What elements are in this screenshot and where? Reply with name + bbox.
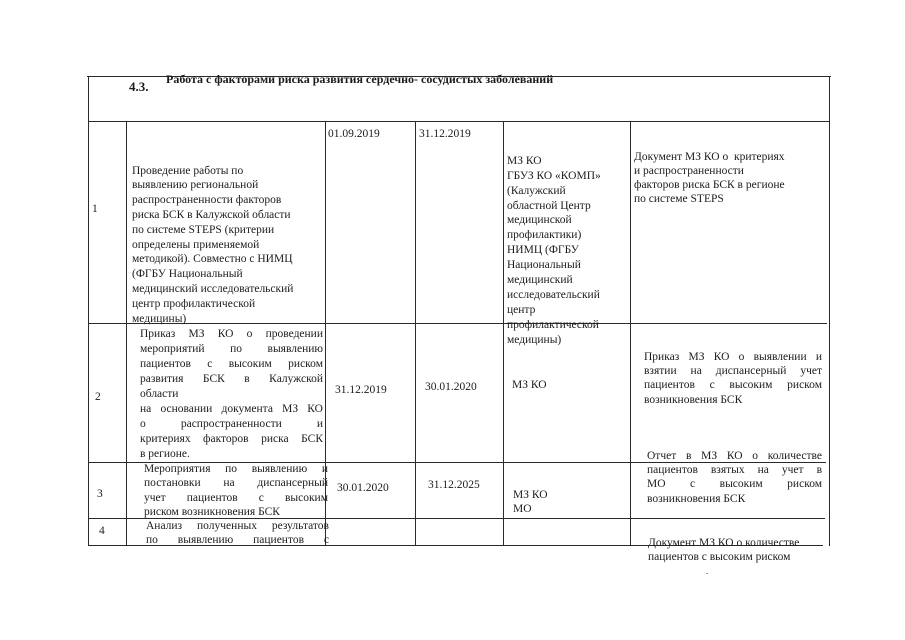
row-3-start-date: 30.01.2020 bbox=[337, 482, 389, 494]
row-1-end-date: 31.12.2019 bbox=[419, 128, 471, 140]
row-4-number: 4 bbox=[99, 525, 105, 537]
row-2-result: Приказ МЗ КО о выявлении и взятии на диспансерный учет пациентов с высоким риском возникновения БСК bbox=[644, 351, 822, 406]
section-number: 4.3. bbox=[129, 79, 149, 94]
row-3-responsible: МЗ КО МО bbox=[513, 489, 548, 515]
col-divider-responsible bbox=[630, 121, 631, 546]
row-2-responsible: МЗ КО bbox=[512, 379, 547, 391]
row-3-number: 3 bbox=[97, 488, 103, 500]
col-divider-num bbox=[126, 121, 127, 546]
row-3-activity: Мероприятия по выявлению и постановки на диспансерный учет пациентов с высоким риском возникновения БСК bbox=[144, 463, 328, 518]
row-1-activity: Проведение работы по выявлению региональной распространенности факторов риска БСК в Калужской области по системе STEPS (критерии определены применяемой методикой). Совместно с НИМЦ (ФГБУ Национальный медицинский исследовательский центр профилактической медицины) bbox=[132, 164, 294, 325]
col-divider-start bbox=[415, 121, 416, 546]
row-1-result: Документ МЗ КО о критериях и распространенности факторов риска БСК в регионе по системе STEPS bbox=[634, 151, 785, 205]
row-2-number: 2 bbox=[95, 391, 101, 403]
col-divider-end bbox=[503, 121, 504, 546]
table-left-border bbox=[88, 76, 89, 546]
row-2-activity: Приказ МЗ КО о проведении мероприятий по выявлению пациентов с высоким риском развития БСК в Калужской области на основании документа МЗ КО о распространенности и критериях факторов риска БСК в регионе. bbox=[140, 328, 323, 460]
table-right-border bbox=[829, 76, 830, 546]
row-3-end-date: 31.12.2025 bbox=[428, 479, 480, 491]
row-2-start-date: 31.12.2019 bbox=[335, 384, 387, 396]
row-1-start-date: 01.09.2019 bbox=[328, 128, 380, 140]
scan-speck bbox=[706, 573, 708, 574]
row-4-result: Документ МЗ КО о количестве пациентов с высоким риском bbox=[648, 537, 800, 563]
row-2-end-date: 30.01.2020 bbox=[425, 381, 477, 393]
row-4-activity: Анализ полученных результатов по выявлению пациентов с bbox=[146, 520, 329, 547]
row-3-result: Отчет в МЗ КО о количестве пациентов взятых на учет в МО с высоким риском возникновения БСК bbox=[647, 450, 822, 505]
row-1-responsible: МЗ КО ГБУЗ КО «КОМП» (Калужский областной Центр медицинской профилактики) НИМЦ (ФГБУ Национальный медицинский исследовательский центр профилактической медицины) bbox=[507, 154, 601, 346]
row-1-number: 1 bbox=[92, 203, 98, 215]
section-title: Работа с факторами риска развития сердечно- сосудистых заболеваний bbox=[166, 72, 554, 86]
